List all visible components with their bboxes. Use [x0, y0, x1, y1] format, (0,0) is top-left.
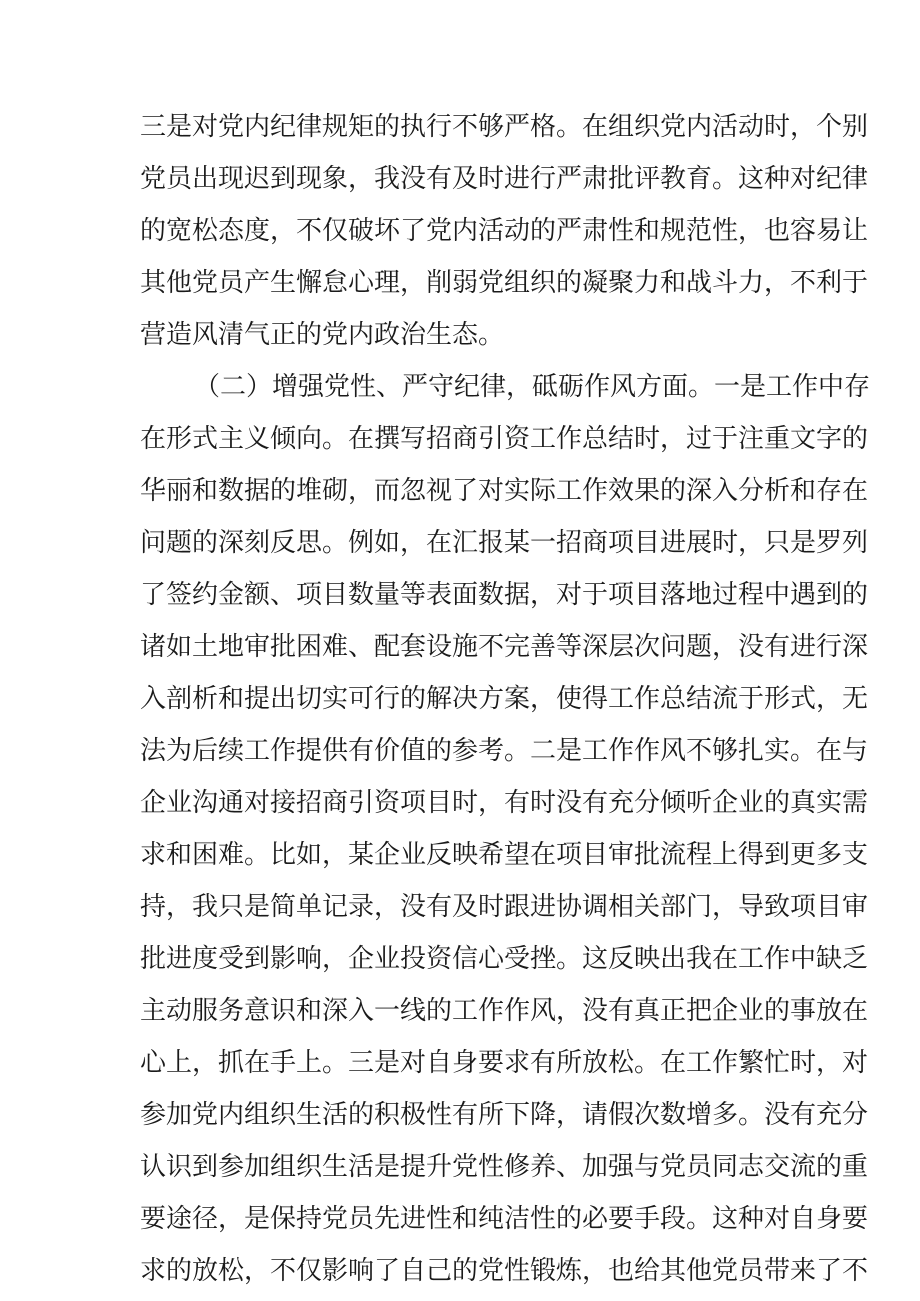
text-line: 参加党内组织生活的积极性有所下降，请假次数增多。没有充分 — [140, 1100, 869, 1130]
text-line: 了签约金额、项目数量等表面数据，对于项目落地过程中遇到的 — [140, 580, 869, 610]
text-line: 企业沟通对接招商引资项目时，有时没有充分倾听企业的真实需 — [140, 788, 869, 818]
text-line: 要途径，是保持党员先进性和纯洁性的必要手段。这种对自身要 — [140, 1204, 869, 1234]
text-line: 心上，抓在手上。三是对自身要求有所放松。在工作繁忙时，对 — [140, 1048, 869, 1078]
text-line: 批进度受到影响，企业投资信心受挫。这反映出我在工作中缺乏 — [140, 944, 869, 974]
text-line: 诸如土地审批困难、配套设施不完善等深层次问题，没有进行深 — [140, 632, 869, 662]
text-line: 党员出现迟到现象，我没有及时进行严肃批评教育。这种对纪律 — [140, 164, 869, 194]
text-line: 在形式主义倾向。在撰写招商引资工作总结时，过于注重文字的 — [140, 424, 869, 454]
text-line: 的宽松态度，不仅破坏了党内活动的严肃性和规范性，也容易让 — [140, 216, 869, 246]
text-line: 法为后续工作提供有价值的参考。二是工作作风不够扎实。在与 — [140, 736, 869, 766]
text-line: 入剖析和提出切实可行的解决方案，使得工作总结流于形式，无 — [140, 684, 869, 714]
text-line: 求的放松，不仅影响了自己的党性锻炼，也给其他党员带来了不 — [140, 1256, 869, 1286]
text-line: 华丽和数据的堆砌，而忽视了对实际工作效果的深入分析和存在 — [140, 476, 869, 506]
text-line: 其他党员产生懈怠心理，削弱党组织的凝聚力和战斗力，不利于 — [140, 268, 869, 298]
text-line: 认识到参加组织生活是提升党性修养、加强与党员同志交流的重 — [140, 1152, 869, 1182]
text-line: 主动服务意识和深入一线的工作作风，没有真正把企业的事放在 — [140, 996, 869, 1026]
section-heading-line: （二）增强党性、严守纪律，砥砺作风方面。一是工作中存 — [194, 372, 871, 402]
text-line: 持，我只是简单记录，没有及时跟进协调相关部门，导致项目审 — [140, 892, 869, 922]
text-line: 问题的深刻反思。例如，在汇报某一招商项目进展时，只是罗列 — [140, 528, 869, 558]
text-line: 求和困难。比如，某企业反映希望在项目审批流程上得到更多支 — [140, 840, 869, 870]
text-line: 营造风清气正的党内政治生态。 — [140, 320, 505, 350]
text-line: 三是对党内纪律规矩的执行不够严格。在组织党内活动时，个别 — [140, 112, 869, 142]
